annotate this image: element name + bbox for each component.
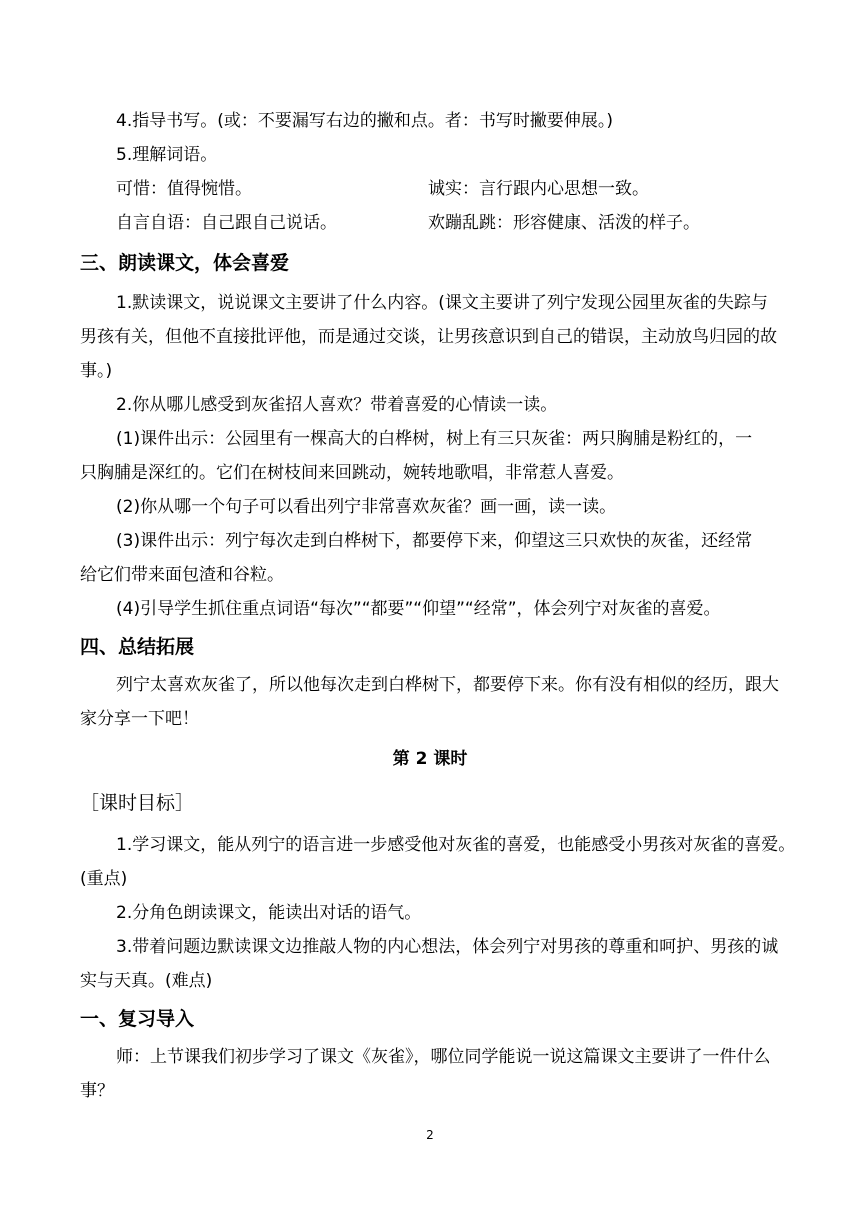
lesson-goals-heading: ［课时目标］	[80, 792, 195, 814]
text-line: 2.分角色朗读课文，能读出对话的语气。	[116, 903, 422, 923]
text-line: 4.指导书写。(或：不要漏写右边的撇和点。者：书写时撇要伸展。)	[116, 111, 613, 131]
text-line: 事。)	[80, 361, 113, 381]
text-line: 列宁太喜欢灰雀了，所以他每次走到白桦树下，都要停下来。你有没有相似的经历，跟大	[116, 675, 779, 695]
page-number: 2	[426, 1128, 434, 1142]
text-line: 5.理解词语。	[116, 145, 218, 165]
text-line: 只胸脯是深红的。它们在树枝间来回跳动，婉转地歌唱，非常惹人喜爱。	[80, 463, 624, 483]
text-line: (3)课件出示：列宁每次走到白桦树下，都要停下来，仰望这三只欢快的灰雀，还经常	[116, 531, 753, 551]
text-line: 家分享一下吧！	[80, 709, 199, 729]
term-definition: 自言自语：自己跟自己说话。	[116, 213, 337, 233]
text-line: 事？	[80, 1081, 114, 1101]
text-line: 师：上节课我们初步学习了课文《灰雀》，哪位同学能说一说这篇课文主要讲了一件什么	[116, 1047, 771, 1067]
text-line: (4)引导学生抓住重点词语“每次”“都要”“仰望”“经常”，体会列宁对灰雀的喜爱。	[116, 599, 721, 619]
term-definition: 诚实：言行跟内心思想一致。	[428, 179, 649, 199]
text-line: (1)课件出示：公园里有一棵高大的白桦树，树上有三只灰雀：两只胸脯是粉红的，一	[116, 429, 753, 449]
text-line: 3.带着问题边默读课文边推敲人物的内心想法，体会列宁对男孩的尊重和呵护、男孩的诚	[116, 937, 779, 957]
text-line: (2)你从哪一个句子可以看出列宁非常喜欢灰雀？画一画，读一读。	[116, 497, 617, 517]
text-line: 1.学习课文，能从列宁的语言进一步感受他对灰雀的喜爱，也能感受小男孩对灰雀的喜爱。	[116, 835, 796, 855]
section-heading: 一、复习导入	[80, 1008, 195, 1030]
term-definition: 欢蹦乱跳：形容健康、活泼的样子。	[428, 213, 700, 233]
lesson-title: 第 2 课时	[392, 749, 468, 769]
text-line: 2.你从哪儿感受到灰雀招人喜欢？带着喜爱的心情读一读。	[116, 395, 558, 415]
text-line: (重点)	[80, 869, 128, 889]
text-line: 1.默读课文，说说课文主要讲了什么内容。(课文主要讲了列宁发现公园里灰雀的失踪与	[116, 293, 768, 313]
text-line: 实与天真。(难点)	[80, 971, 213, 991]
text-line: 给它们带来面包渣和谷粒。	[80, 565, 284, 585]
section-heading: 三、朗读课文，体会喜爱	[80, 252, 290, 274]
term-definition: 可惜：值得惋惜。	[116, 179, 252, 199]
text-line: 男孩有关，但他不直接批评他，而是通过交谈，让男孩意识到自己的错误，主动放鸟归园的故	[80, 327, 777, 347]
section-heading: 四、总结拓展	[80, 636, 195, 658]
